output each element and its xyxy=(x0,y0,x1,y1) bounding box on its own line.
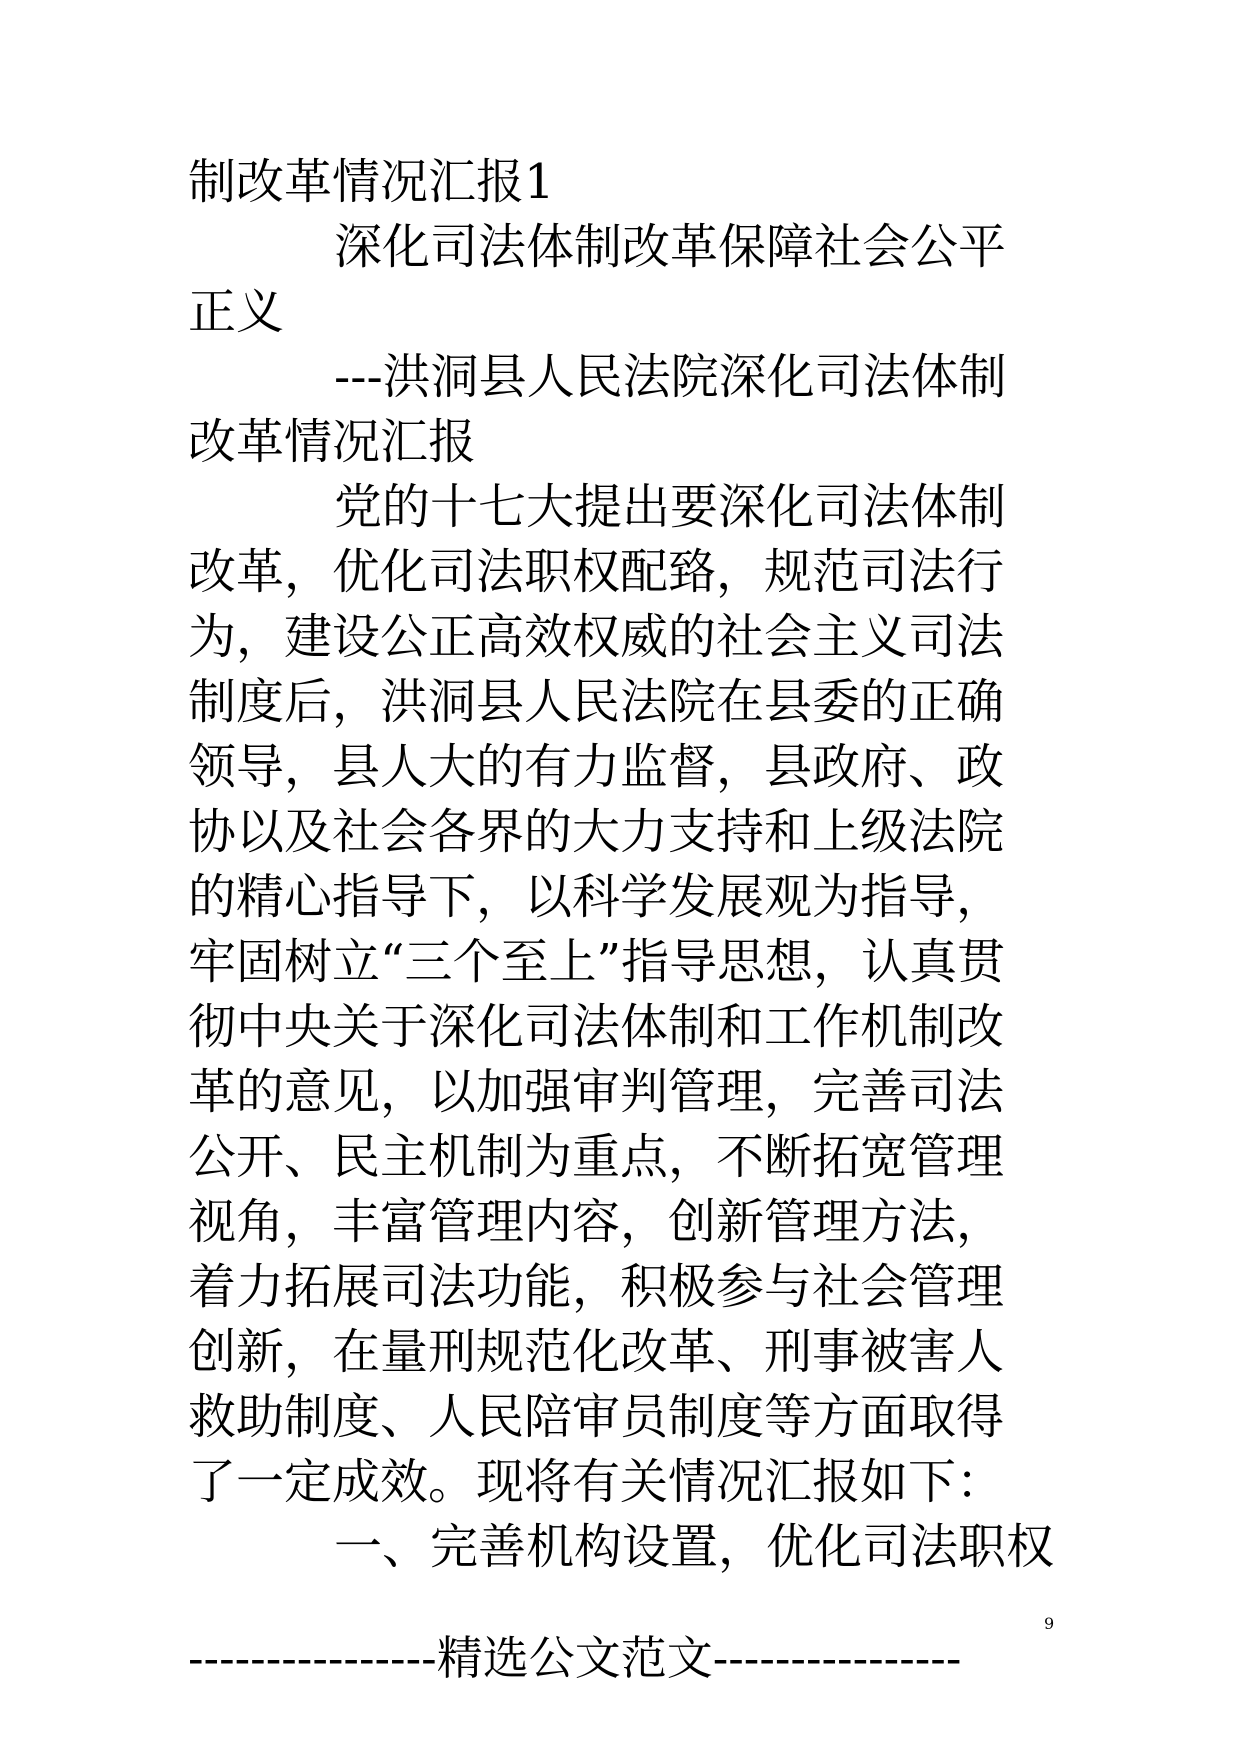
text-line: 的精心指导下，以科学发展观为指导， xyxy=(188,869,1005,925)
text-line: 了一定成效。现将有关情况汇报如下： xyxy=(188,1454,1005,1510)
text-line: 一、完善机构设置，优化司法职权 xyxy=(334,1519,1055,1575)
text-line: 公开、民主机制为重点，不断拓宽管理 xyxy=(188,1129,1005,1185)
text-line: 党的十七大提出要深化司法体制 xyxy=(334,479,1007,535)
text-line: 领导，县人大的有力监督，县政府、政 xyxy=(188,739,1005,795)
text-line: 深化司法体制改革保障社会公平 xyxy=(334,219,1007,275)
text-line: 改革，优化司法职权配臵，规范司法行 xyxy=(188,544,1005,600)
text-line: 改革情况汇报 xyxy=(188,414,477,470)
text-line: 为，建设公正高效权威的社会主义司法 xyxy=(188,609,1005,665)
text-line: 创新，在量刑规范化改革、刑事被害人 xyxy=(188,1324,1005,1380)
text-line: 制度后，洪洞县人民法院在县委的正确 xyxy=(188,674,1005,730)
text-line: 救助制度、人民陪审员制度等方面取得 xyxy=(188,1389,1005,1445)
text-line: 着力拓展司法功能，积极参与社会管理 xyxy=(188,1259,1005,1315)
text-line: 制改革情况汇报1 xyxy=(188,154,555,210)
text-line: 协以及社会各界的大力支持和上级法院 xyxy=(188,804,1005,860)
text-line: 正义 xyxy=(188,284,285,340)
text-line: 牢固树立“三个至上”指导思想，认真贯 xyxy=(188,934,1006,990)
text-line: 彻中央关于深化司法体制和工作机制改 xyxy=(188,999,1005,1055)
text-line: 革的意见，以加强审判管理，完善司法 xyxy=(188,1064,1005,1120)
document-body xyxy=(188,150,1058,1580)
text-line: ---洪洞县人民法院深化司法体制 xyxy=(334,349,1007,405)
page-number: 9 xyxy=(1044,1614,1055,1633)
footer-banner: ----------------精选公文范文---------------- xyxy=(188,1631,962,1685)
text-line: 视角，丰富管理内容，创新管理方法， xyxy=(188,1194,1005,1250)
